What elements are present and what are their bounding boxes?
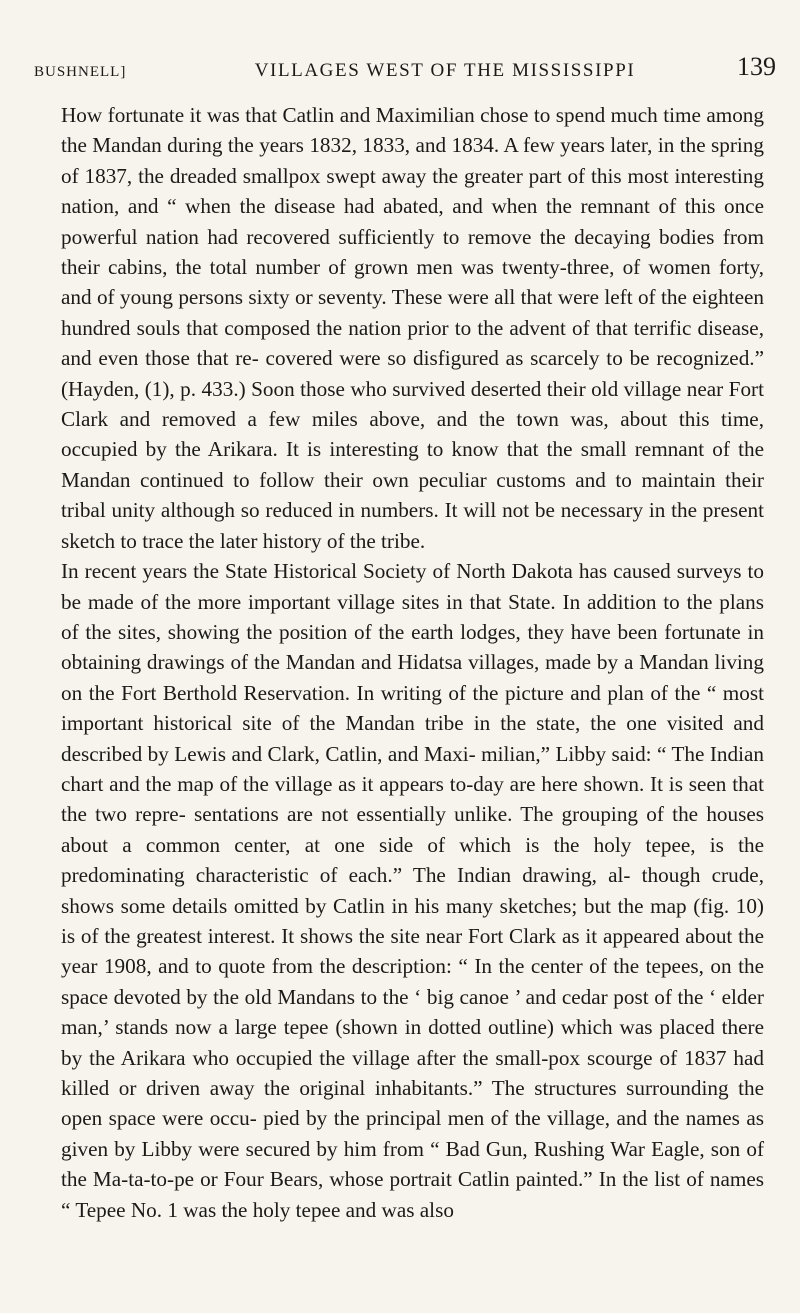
body-text — [61, 100, 764, 1225]
running-head-author: BUSHNELL] — [34, 64, 127, 80]
paragraph-north-dakota-survey: In recent years the State Historical Society of North Dakota has caused surveys to be made of the more important village sites in that State. In addition to the plans of the sites, showing the position of the earth lodges, they have been fortunate in obtaining drawings of the Mandan and Hidatsa villages, made by a Mandan living on the Fort Berthold Reservation. In writing of the picture and plan of the “ most important historical site of the Mandan tribe in the state, the one visited and described by Lewis and Clark, Catlin, and Maxi- milian,” Libby said: “ The Indian chart and the map of the village as it appears to-day are here shown. It is seen that the two repre- sentations are not essentially unlike. The grouping of the houses about a common center, at one side of which is the holy tepee, is the predominating characteristic of each.” The Indian drawing, al- though crude, shows some details omitted by Catlin in his many sketches; but the map (fig. 10) is of the greatest interest. It shows the site near Fort Clark as it appeared about the year 1908, and to quote from the description: “ In the center of the tepees, on the space devoted by the old Mandans to the ‘ big canoe ’ and cedar post of the ‘ elder man,’ stands now a large tepee (shown in dotted outline) which was placed there by the Arikara who occupied the village after the small-pox scourge of 1837 had killed or driven away the original inhabitants.” The structures surrounding the open space were occu- pied by the principal men of the village, and the names as given by Libby were secured by him from “ Bad Gun, Rushing War Eagle, son of the Ma-ta-to-pe or Four Bears, whose portrait Catlin painted.” In the list of names “ Tepee No. 1 was the holy tepee and was also — [61, 559, 764, 1222]
page-number: 139 — [737, 52, 776, 81]
running-head-title: VILLAGES WEST OF THE MISSISSIPPI — [254, 60, 636, 81]
running-head — [34, 50, 776, 90]
paragraph-smallpox: How fortunate it was that Catlin and Maximilian chose to spend much time among the Mandan during the years 1832, 1833, and 1834. A few years later, in the spring of 1837, the dreaded smallpox swept away the greater part of this most interesting nation, and “ when the disease had abated, and when the remnant of this once powerful nation had recovered sufficiently to remove the decaying bodies from their cabins, the total number of grown men was twenty-three, of women forty, and of young persons sixty or seventy. These were all that were left of the eighteen hundred souls that composed the nation prior to the advent of that terrific disease, and even those that re- covered were so disfigured as scarcely to be recognized.” (Hayden, (1), p. 433.) Soon those who survived deserted their old village near Fort Clark and removed a few miles above, and the town was, about this time, occupied by the Arikara. It is interesting to know that the small remnant of the Mandan continued to follow their own peculiar customs and to maintain their tribal unity although so reduced in numbers. It will not be necessary in the present sketch to trace the later history of the tribe. — [61, 103, 764, 553]
